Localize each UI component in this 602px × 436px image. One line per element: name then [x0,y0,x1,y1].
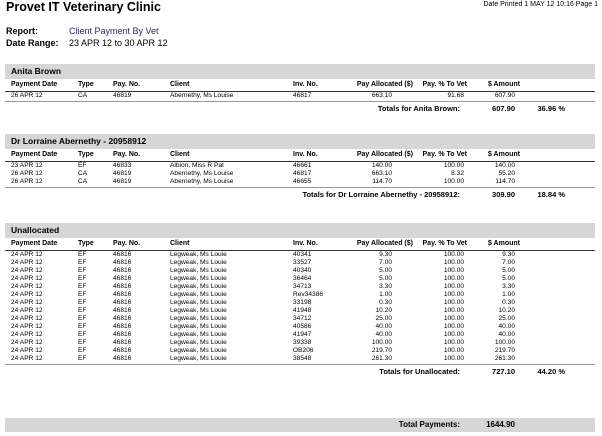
cell-pay-allocated: 7.00 [379,259,392,266]
cell-inv-no: 46661 [293,162,312,169]
totals-amount: 309.90 [492,190,515,199]
cell-payment-date: 24 APR 12 [11,315,43,322]
cell-inv-no: 38548 [293,355,312,362]
column-header-payment-date: Payment Date [11,81,58,88]
table-row [5,347,595,355]
cell-client: Legweak, Ms Louie [170,267,227,274]
cell-type: EF [78,291,87,298]
table-row [5,283,595,291]
cell-client: Abernethy, Ms Louise [170,178,234,185]
cell-pay-percent: 100.00 [443,307,464,314]
vet-section [5,134,595,200]
cell-inv-no: 46817 [293,170,312,177]
cell-payment-date: 23 APR 12 [11,162,43,169]
cell-type: EF [78,283,87,290]
cell-type: EF [78,275,87,282]
cell-type: EF [78,267,87,274]
cell-pay-no: 46816 [113,275,132,282]
column-headers [5,239,595,251]
cell-client: Legweak, Ms Louie [170,307,227,314]
totals-amount: 607.90 [492,104,515,113]
cell-pay-allocated: 140.00 [371,162,392,169]
cell-pay-percent: 100.00 [443,178,464,185]
cell-payment-date: 24 APR 12 [11,251,43,258]
column-header-client: Client [170,151,190,158]
cell-pay-allocated: 40.00 [375,331,392,338]
cell-payment-date: 26 APR 12 [11,92,43,99]
cell-client: Legweak, Ms Louie [170,251,227,258]
table-row [5,170,595,178]
cell-inv-no: 40586 [293,323,312,330]
cell-type: EF [78,299,87,306]
cell-client: Legweak, Ms Louie [170,291,227,298]
table-row [5,339,595,347]
cell-pay-no: 46816 [113,267,132,274]
cell-type: EF [78,251,87,258]
cell-inv-no: 34712 [293,315,312,322]
cell-pay-percent: 100.00 [443,339,464,346]
cell-inv-no: 33527 [293,259,312,266]
column-header-pay-allocated: Pay Allocated ($) [356,81,413,88]
cell-client: Albion, Miss R Pat [170,162,224,169]
cell-pay-percent: 8.32 [451,170,464,177]
column-headers [5,150,595,162]
totals-label: Totals for Dr Lorraine Abernethy - 20958912: [302,190,460,199]
cell-amount: 140.00 [494,162,515,169]
cell-payment-date: 24 APR 12 [11,307,43,314]
cell-pay-percent: 100.00 [443,259,464,266]
cell-payment-date: 24 APR 12 [11,355,43,362]
cell-payment-date: 24 APR 12 [11,283,43,290]
section-title: Dr Lorraine Abernethy - 20958912 [5,134,595,149]
cell-inv-no: 39338 [293,339,312,346]
table-row [5,323,595,331]
cell-amount: 10.20 [498,307,515,314]
cell-type: EF [78,339,87,346]
cell-client: Legweak, Ms Louie [170,275,227,282]
cell-type: CA [78,178,88,185]
column-header-type: Type [78,81,94,88]
grand-total-label: Total Payments: [398,420,460,429]
table-row [5,275,595,283]
cell-type: EF [78,259,87,266]
cell-amount: 25.00 [498,315,515,322]
table-row [5,355,595,363]
cell-amount: 40.00 [498,323,515,330]
cell-pay-allocated: 1.00 [379,291,392,298]
column-header-payment-date: Payment Date [11,240,58,247]
cell-type: EF [78,307,87,314]
cell-pay-no: 46816 [113,331,132,338]
cell-client: Legweak, Ms Louie [170,315,227,322]
cell-type: EF [78,331,87,338]
cell-pay-allocated: 5.00 [379,275,392,282]
cell-pay-allocated: 10.20 [375,307,392,314]
cell-type: EF [78,347,87,354]
cell-amount: 5.00 [502,267,515,274]
cell-pay-allocated: 219.70 [371,347,392,354]
date-printed: Date Printed 1 MAY 12 10:16 Page 1 [483,1,598,8]
column-header-pay-allocated: Pay Allocated ($) [356,240,413,247]
cell-amount: 9.30 [502,251,515,258]
cell-pay-percent: 100.00 [443,331,464,338]
cell-inv-no: Rev34386 [293,291,324,298]
cell-client: Legweak, Ms Louie [170,259,227,266]
cell-payment-date: 24 APR 12 [11,339,43,346]
table-row [5,331,595,339]
column-header-type: Type [78,151,94,158]
column-header-amount: $ Amount [487,151,520,158]
totals-percent: 44.20 % [537,367,565,376]
date-range-value: 23 APR 12 to 30 APR 12 [69,38,168,48]
cell-client: Legweak, Ms Louie [170,347,227,354]
cell-pay-percent: 100.00 [443,251,464,258]
table-row [5,178,595,186]
table-row [5,267,595,275]
column-header-inv-no: Inv. No. [293,81,318,88]
cell-client: Abernethy, Ms Louise [170,92,234,99]
table-row [5,251,595,259]
cell-amount: 261.30 [494,355,515,362]
column-header-client: Client [170,240,190,247]
column-header-pay-percent: Pay. % To Vet [422,240,467,247]
table-row [5,315,595,323]
cell-type: CA [78,170,88,177]
section-totals [5,187,595,200]
section-title: Anita Brown [5,64,595,79]
cell-amount: 40.00 [498,331,515,338]
table-row [5,162,595,170]
cell-amount: 607.90 [494,92,515,99]
cell-pay-no: 46816 [113,283,132,290]
report-label: Report: [6,26,38,36]
grand-total-amount: 1644.90 [486,420,515,429]
cell-payment-date: 24 APR 12 [11,267,43,274]
totals-label: Totals for Unallocated: [379,367,460,376]
cell-pay-no: 46816 [113,315,132,322]
cell-amount: 3.30 [502,283,515,290]
cell-pay-allocated: 5.00 [379,267,392,274]
column-header-pay-allocated: Pay Allocated ($) [356,151,413,158]
date-range-label: Date Range: [6,38,59,48]
grand-total-bar [5,418,595,432]
cell-pay-no: 46816 [113,307,132,314]
cell-pay-no: 46816 [113,347,132,354]
cell-payment-date: 24 APR 12 [11,259,43,266]
table-row [5,291,595,299]
report-value: Client Payment By Vet [69,26,159,36]
cell-amount: 7.00 [502,259,515,266]
cell-pay-percent: 100.00 [443,299,464,306]
table-row [5,92,595,100]
cell-pay-allocated: 3.30 [379,283,392,290]
cell-amount: 114.70 [495,178,515,185]
cell-pay-no: 46816 [113,323,132,330]
cell-inv-no: 41947 [293,331,312,338]
cell-pay-allocated: 25.00 [375,315,392,322]
column-header-amount: $ Amount [487,240,520,247]
cell-pay-allocated: 663.10 [371,170,392,177]
cell-type: EF [78,315,87,322]
cell-pay-allocated: 663.10 [371,92,392,99]
cell-inv-no: 46817 [293,92,312,99]
column-header-pay-no: Pay. No. [113,151,141,158]
cell-payment-date: 24 APR 12 [11,331,43,338]
totals-amount: 727.10 [492,367,515,376]
column-header-pay-no: Pay. No. [113,240,141,247]
cell-payment-date: 24 APR 12 [11,347,43,354]
cell-inv-no: 36464 [293,275,312,282]
cell-client: Legweak, Ms Louie [170,299,227,306]
report-line [6,26,159,36]
cell-pay-no: 46833 [113,162,132,169]
column-header-pay-percent: Pay. % To Vet [422,81,467,88]
cell-pay-allocated: 0.30 [379,299,392,306]
vet-section [5,223,595,377]
cell-amount: 0.30 [502,299,515,306]
cell-payment-date: 26 APR 12 [11,178,43,185]
section-totals [5,364,595,377]
totals-percent: 36.96 % [537,104,565,113]
table-row [5,259,595,267]
totals-label: Totals for Anita Brown: [377,104,460,113]
cell-pay-percent: 100.00 [443,275,464,282]
cell-pay-percent: 100.00 [443,347,464,354]
cell-pay-percent: 100.00 [443,283,464,290]
cell-client: Legweak, Ms Louie [170,339,227,346]
cell-pay-no: 46816 [113,291,132,298]
column-header-payment-date: Payment Date [11,151,58,158]
cell-type: EF [78,323,87,330]
cell-type: EF [78,355,87,362]
column-header-pay-percent: Pay. % To Vet [422,151,467,158]
cell-pay-allocated: 9.30 [379,251,392,258]
cell-pay-percent: 100.00 [443,291,464,298]
cell-amount: 55.20 [498,170,515,177]
cell-pay-no: 46819 [113,92,132,99]
cell-pay-percent: 91.68 [447,92,464,99]
vet-section [5,64,595,114]
cell-pay-no: 46816 [113,259,132,266]
cell-pay-no: 46819 [113,178,132,185]
column-header-pay-no: Pay. No. [113,81,141,88]
cell-pay-allocated: 114.70 [372,178,392,185]
column-header-client: Client [170,81,190,88]
cell-pay-allocated: 40.00 [375,323,392,330]
cell-payment-date: 24 APR 12 [11,275,43,282]
cell-client: Legweak, Ms Louie [170,323,227,330]
cell-pay-no: 46819 [113,170,132,177]
cell-amount: 5.00 [502,275,515,282]
cell-client: Legweak, Ms Louie [170,331,227,338]
cell-pay-no: 46816 [113,355,132,362]
cell-pay-percent: 100.00 [443,315,464,322]
cell-payment-date: 24 APR 12 [11,323,43,330]
table-row [5,307,595,315]
column-header-type: Type [78,240,94,247]
cell-payment-date: 24 APR 12 [11,299,43,306]
cell-inv-no: OB206 [293,347,314,354]
cell-inv-no: 41948 [293,307,312,314]
cell-pay-allocated: 261.30 [371,355,392,362]
totals-percent: 18.84 % [537,190,565,199]
cell-type: CA [78,92,88,99]
cell-amount: 1.00 [502,291,515,298]
column-headers [5,80,595,92]
cell-payment-date: 24 APR 12 [11,291,43,298]
cell-pay-no: 46816 [113,299,132,306]
column-header-inv-no: Inv. No. [293,151,318,158]
section-title: Unallocated [5,223,595,238]
table-row [5,299,595,307]
date-range-line [6,38,168,48]
cell-type: EF [78,162,87,169]
cell-client: Legweak, Ms Louie [170,355,227,362]
cell-inv-no: 40340 [293,267,312,274]
cell-client: Abernethy, Ms Louise [170,170,234,177]
cell-pay-allocated: 100.00 [371,339,392,346]
cell-inv-no: 34713 [293,283,312,290]
cell-pay-no: 46816 [113,251,132,258]
cell-payment-date: 26 APR 12 [11,170,43,177]
cell-inv-no: 40341 [293,251,312,258]
column-header-amount: $ Amount [487,81,520,88]
cell-amount: 100.00 [494,339,515,346]
cell-pay-percent: 100.00 [443,162,464,169]
cell-amount: 219.70 [494,347,515,354]
cell-inv-no: 46655 [293,178,312,185]
cell-client: Legweak, Ms Louie [170,283,227,290]
section-totals [5,101,595,114]
cell-inv-no: 33198 [293,299,312,306]
cell-pay-no: 46816 [113,339,132,346]
cell-pay-percent: 100.00 [443,355,464,362]
cell-pay-percent: 100.00 [443,267,464,274]
clinic-name: Provet IT Veterinary Clinic [6,0,161,14]
cell-pay-percent: 100.00 [443,323,464,330]
column-header-inv-no: Inv. No. [293,240,318,247]
